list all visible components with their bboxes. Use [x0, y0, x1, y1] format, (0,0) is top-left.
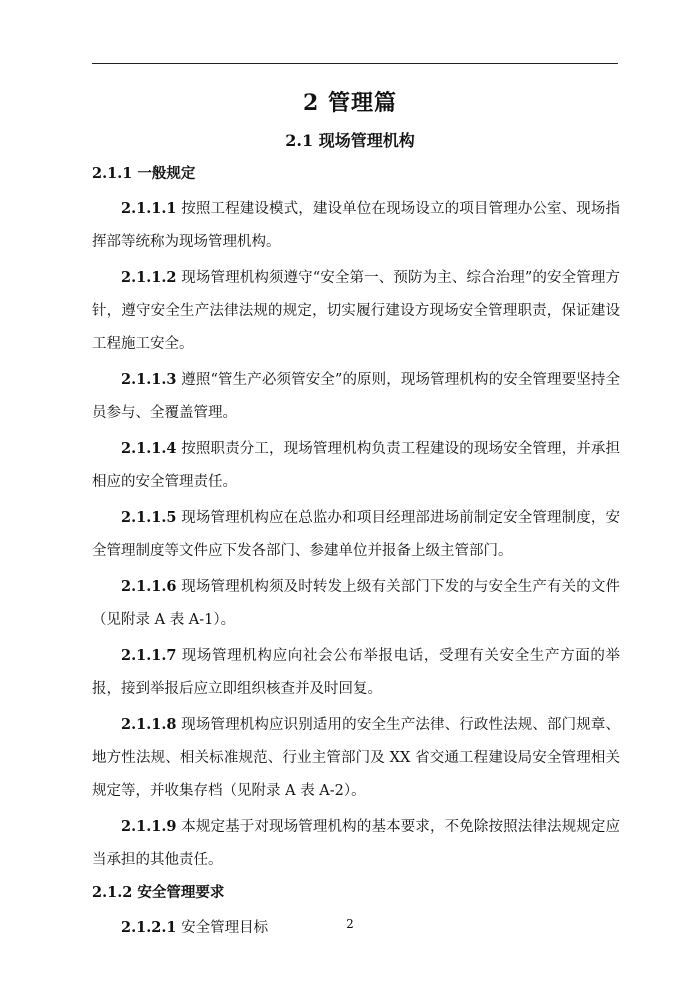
clause-number: 2.1.1.6 — [121, 578, 177, 595]
clause-paragraph — [92, 261, 620, 361]
section-title: 2.1 现场管理机构 — [285, 131, 415, 150]
clause-number: 2.1.1.1 — [121, 200, 177, 217]
clause-paragraph — [92, 363, 620, 430]
clause-text: 现场管理机构须遵守“安全第一、预防为主、综合治理”的安全管理方针，遵守安全生产法律法规的规定，切实履行建设方现场安全管理职责，保证建设工程施工安全。 — [92, 270, 621, 352]
clause-number: 2.1.2.1 — [121, 919, 177, 936]
clause-paragraph — [92, 192, 620, 259]
clause-text: 按照职责分工，现场管理机构负责工程建设的现场安全管理，并承担相应的安全管理责任。 — [92, 441, 621, 490]
clause-text: 现场管理机构须及时转发上级有关部门下发的与安全生产有关的文件（见附录 A 表 A-1）。 — [92, 579, 621, 628]
clause-number: 2.1.1.7 — [121, 647, 177, 664]
clause-number: 2.1.1.4 — [121, 440, 177, 457]
clause-paragraph — [92, 501, 620, 568]
clause-text: 安全管理目标 — [181, 920, 269, 936]
clause-text: 现场管理机构应在总监办和项目经理部进场前制定安全管理制度，安全管理制度等文件应下发各部门、参建单位并报备上级主管部门。 — [92, 510, 621, 559]
clause-text: 按照工程建设模式，建设单位在现场设立的项目管理办公室、现场指挥部等统称为现场管理机构。 — [92, 201, 621, 250]
clause-paragraph — [92, 432, 620, 499]
clause-number: 2.1.1.5 — [121, 509, 177, 526]
chapter-title: 2 管理篇 — [303, 90, 397, 116]
page-number: 2 — [346, 917, 354, 931]
subsection-heading: 2.1.2 安全管理要求 — [92, 884, 225, 901]
clause-number: 2.1.1.3 — [121, 371, 177, 388]
clause-text: 本规定基于对现场管理机构的基本要求，不免除按照法律法规规定应当承担的其他责任。 — [92, 819, 621, 868]
clause-paragraph — [92, 570, 620, 637]
header-rule — [92, 63, 618, 64]
clause-number: 2.1.1.8 — [121, 716, 177, 733]
clause-paragraph — [92, 810, 620, 877]
clause-text: 现场管理机构应向社会公布举报电话，受理有关安全生产方面的举报，接到举报后应立即组织核查并及时回复。 — [92, 648, 621, 697]
document-body — [92, 160, 620, 947]
clause-paragraph — [92, 708, 620, 808]
clause-text: 现场管理机构应识别适用的安全生产法律、行政性法规、部门规章、地方性法规、相关标准规范、行业主管部门及 XX 省交通工程建设局安全管理相关规定等，并收集存档（见附录 A 表 A-2）。 — [92, 717, 621, 799]
clause-text: 遵照“管生产必须管安全”的原则，现场管理机构的安全管理要坚持全员参与、全覆盖管理。 — [92, 372, 621, 421]
clause-number: 2.1.1.9 — [121, 818, 177, 835]
clause-number: 2.1.1.2 — [121, 269, 177, 286]
subsection-heading: 2.1.1 一般规定 — [92, 165, 196, 182]
clause-paragraph — [92, 639, 620, 706]
